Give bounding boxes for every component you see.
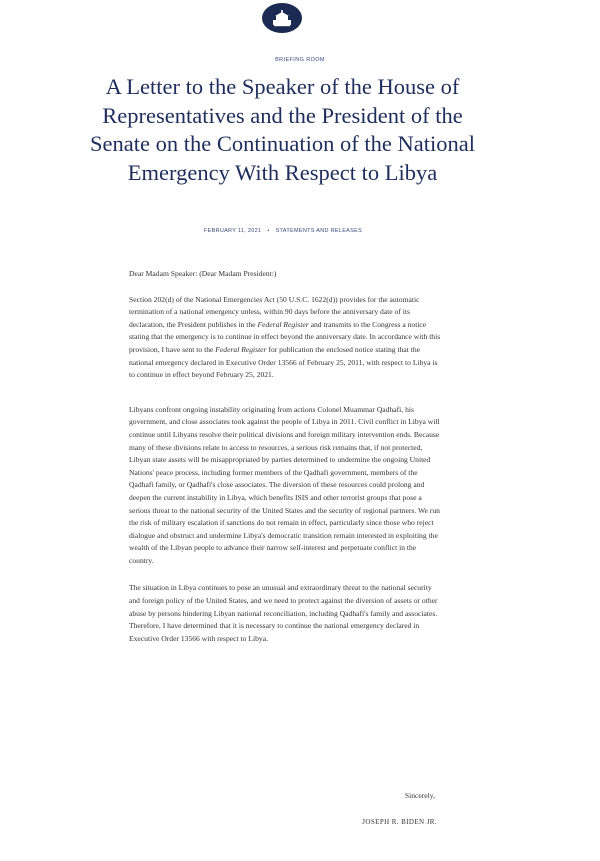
white-house-seal-icon[interactable] [262,3,302,33]
paragraph-1 [129,294,441,382]
paragraph-1-text-a: Section 202(d) of the National Emergencies Act (50 U.S.C. 1622(d)) provides for the automatic termination of a national emergency unless, within 90 days before the anniversary date of its declaration, the President publishes in the [129,294,420,329]
paragraph-2: Libyans confront ongoing instability originating from actions Colonel Muammar Qadhafi, his government, and close associates took against the people of Libya in 2011. Civil conflict in Libya will continue until Libyans resolve their political divisions and foreign military intervention ends. Because many of these divisions relate to access to resources, a serious risk remains that, if not protected, Libyan state assets will be misappropriated by parties determined to undermine the ongoing United Nations' peace process, including former members of the Qadhafi government, members of the Qadhafi family, or Qadhafi's close associates. The diversion of these resources could prolong and deepen the current instability in Libya, which benefits ISIS and other terrorist groups that pose a serious threat to the national security of the United States and the security of regional partners. We run the risk of military escalation if sanctions do not remain in effect, particularly since those who reject dialogue and obstruct and undermine Libya's democratic transition remain interested in exploiting the wealth of the Libyan people to advance their narrow self-interest and perpetuate conflict in the country. [129,404,440,565]
closing: Sincerely, [404,791,435,800]
federal-register-italic: Federal Register [257,319,309,329]
meta-separator: • [267,228,270,234]
paragraph-1-text-c: for publication the enclosed notice stating that the national emergency declared in Executive Order 13566 of February 25, 2011, with respect to Libya is to continue in effect beyond February 25, 2021. [129,344,438,380]
category-link[interactable]: STATEMENTS AND RELEASES [275,228,363,234]
paragraph-3: The situation in Libya continues to pose an unusual and extraordinary threat to the national security and foreign policy of the United States, and we need to protect against the diversion of assets or other abuse by persons hindering Libyan national reconciliation, including Qadhafi's family and associates. Therefore, I have determined that it is necessary to continue the national emergency declared in Executive Order 13566 with respect to Libya. [129,583,438,643]
letter-body [129,268,441,659]
white-house-building-icon [262,3,302,33]
article-meta [0,228,566,234]
salutation: Dear Madam Speaker: (Dear Madam President:) [129,269,277,278]
federal-register-italic-2: Federal Register [215,344,267,354]
publish-date: FEBRUARY 11, 2021 [203,228,262,234]
page-title: A Letter to the Speaker of the House of Representatives and the President of the Senate on the Continuation of the National Emergency With Respect to Libya [90,74,475,185]
signature-name: JOSEPH R. BIDEN JR. [362,818,437,826]
briefing-room-link[interactable]: BRIEFING ROOM [275,57,325,63]
paragraph-1-text-b: and transmits to the Congress a notice stating that the emergency is to continue in effect beyond the anniversary date. In accordance with this provision, I have sent to the [129,319,441,354]
